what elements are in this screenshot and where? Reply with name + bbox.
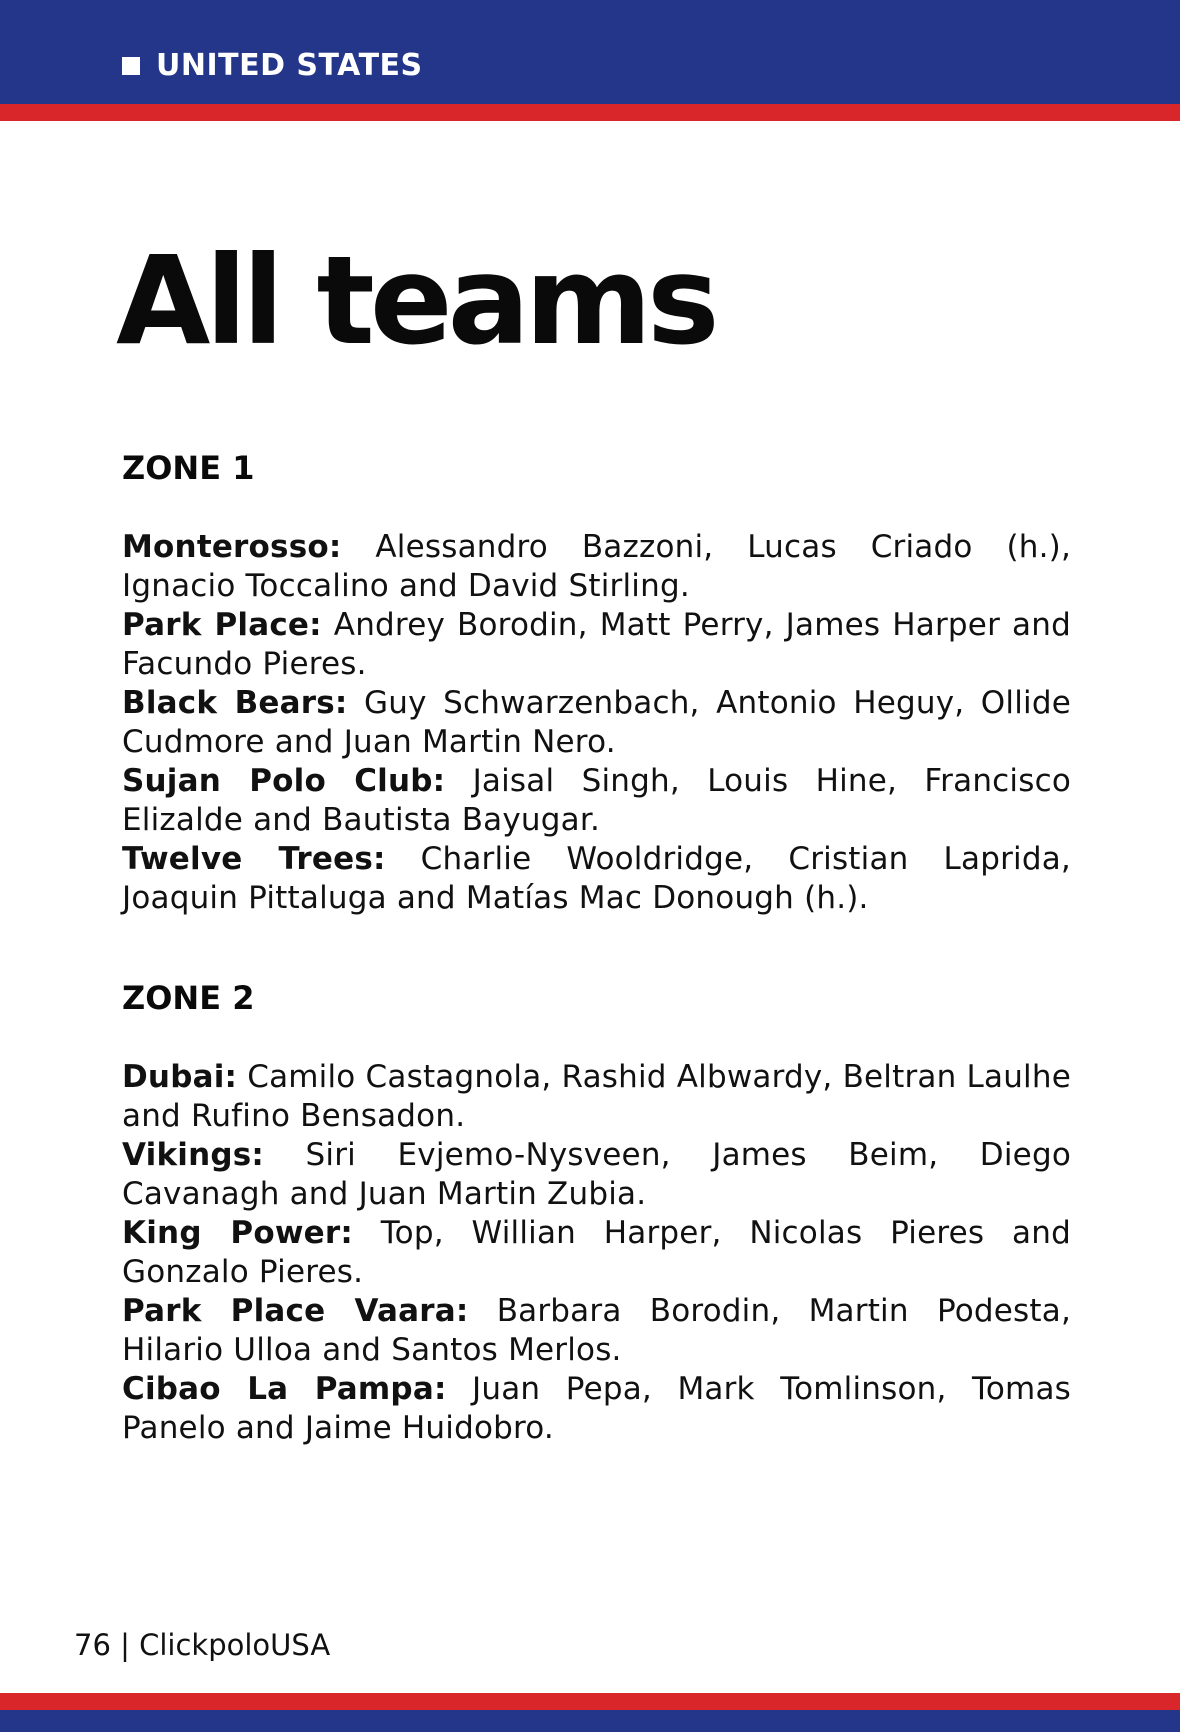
team-players: Alessandro Bazzoni, Lucas Criado (h.), Ignacio Toccalino and David Stirling. [122, 529, 1072, 604]
team-entry [122, 528, 1071, 606]
team-name: Vikings: [122, 1137, 265, 1173]
team-entry [122, 840, 1071, 918]
footer-bar [0, 1710, 1180, 1732]
header-stripe [0, 104, 1180, 121]
team-list [122, 528, 1071, 918]
team-name: Park Place Vaara: [122, 1293, 469, 1329]
team-name: Sujan Polo Club: [122, 763, 446, 799]
team-players: Camilo Castagnola, Rashid Albwardy, Beltran Laulhe and Rufino Bensadon. [122, 1059, 1071, 1134]
team-players: Barbara Borodin, Martin Podesta, Hilario Ulloa and Santos Merlos. [122, 1293, 1072, 1368]
team-entry [122, 1370, 1071, 1448]
footer-stripe [0, 1693, 1180, 1710]
team-entry [122, 1136, 1071, 1214]
team-players: Juan Pepa, Mark Tomlinson, Tomas Panelo and Jaime Huidobro. [122, 1371, 1071, 1446]
team-players: Andrey Borodin, Matt Perry, James Harper and Facundo Pieres. [122, 607, 1071, 682]
team-entry [122, 762, 1071, 840]
team-players: Guy Schwarzenbach, Antonio Heguy, Ollide Cudmore and Juan Martin Nero. [122, 685, 1071, 760]
team-name: Twelve Trees: [122, 841, 386, 877]
team-entry [122, 1292, 1071, 1370]
team-entry [122, 1214, 1071, 1292]
team-name: Park Place: [122, 607, 322, 643]
section-label [122, 48, 423, 83]
team-entry [122, 1058, 1071, 1136]
zone-heading: ZONE 2 [122, 979, 255, 1017]
team-players: Top, Willian Harper, Nicolas Pieres and Gonzalo Pieres. [122, 1215, 1071, 1290]
zone-heading: ZONE 1 [122, 449, 255, 487]
team-list [122, 1058, 1071, 1448]
team-name: Cibao La Pampa: [122, 1371, 447, 1407]
page-footer: 76 | ClickpoloUSA [74, 1628, 331, 1662]
team-name: Monterosso: [122, 529, 342, 565]
team-players: Charlie Wooldridge, Cristian Laprida, Joaquin Pittaluga and Matías Mac Donough (h.). [122, 841, 1071, 916]
team-players: Jaisal Singh, Louis Hine, Francisco Elizalde and Bautista Bayugar. [122, 763, 1071, 838]
team-name: King Power: [122, 1215, 353, 1251]
zones-content [122, 449, 1072, 1448]
team-entry [122, 684, 1071, 762]
team-entry [122, 606, 1071, 684]
team-players: Siri Evjemo-Nysveen, James Beim, Diego Cavanagh and Juan Martin Zubia. [122, 1137, 1071, 1212]
page-title: All teams [116, 230, 715, 372]
team-name: Dubai: [122, 1059, 238, 1095]
team-name: Black Bears: [122, 685, 348, 721]
square-bullet-icon [122, 57, 140, 75]
section-label-text: UNITED STATES [156, 48, 423, 83]
